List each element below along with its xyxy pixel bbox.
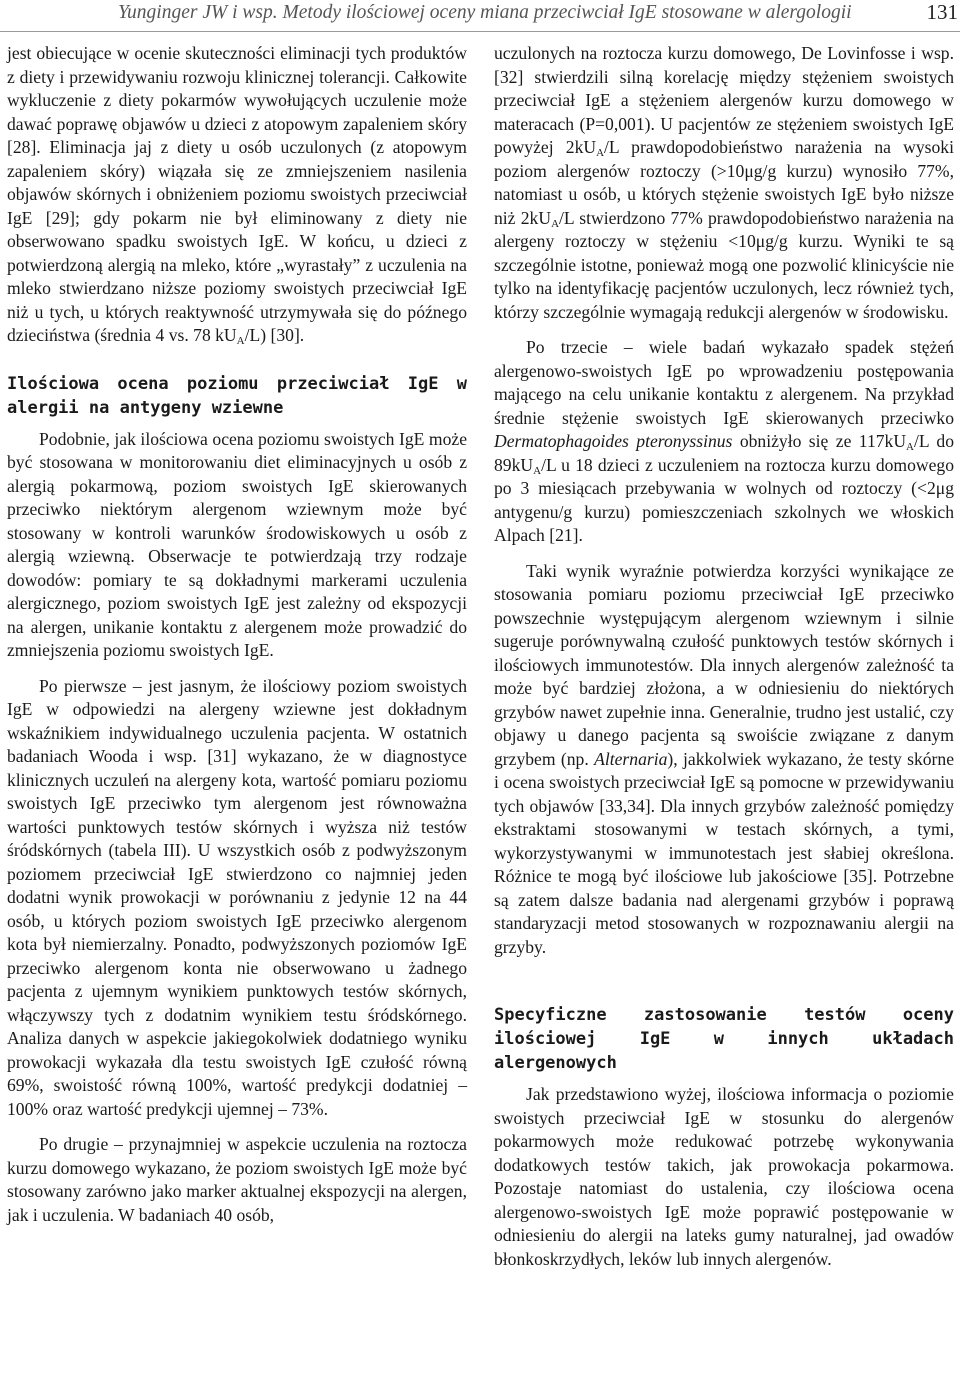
paragraph: [494, 560, 954, 960]
subscript: A: [236, 335, 245, 347]
paragraph: Jak przedstawiono wyżej, ilościowa informacja o poziomie swoistych przeciwciał IgE w stosunku do alergenów pokarmowych może redukować potrzebę wykonywania dodatkowych testów takich, jak prowokacja pokarmowa. Pozostaje natomiast do ustalenia, czy ilościowa ocena alergenowo-swoistych IgE może poprawić postępowanie w odniesieniu do alergii na lateks gumy naturalnej, jad owadów błonkoskrzydłych, leków lub innych alergenów.: [494, 1084, 954, 1269]
paragraph: Po drugie – przynajmniej w aspekcie uczulenia na roztocza kurzu domowego wykazano, że poziom swoistych IgE może być stosowany zarówno jako marker aktualnej ekspozycji na alergen, jak i uczulenia. W badaniach 40 osób,: [7, 1134, 467, 1225]
paragraph-text: ), jakkolwiek wykazano, że testy skórne i ocena swoistych przeciwciał IgE są pomocne w przewidywaniu tych objawów [33,34]. Dla innych grzybów zależność pomiędzy ekstraktami stosowanymi w testach skórnych, a tymi, wykorzystywanymi w immunotestach jest słabiej określona. Różnice te mogą być ilościowe lub jakościowe [35]. Potrzebne są zatem dalsze badania nad alergenami grzybów i poprawą standaryzacji metod stosowanych w rozpoznawaniu alergii na grzyby.: [494, 748, 955, 957]
paragraph: [7, 42, 467, 348]
paragraph: [494, 336, 954, 548]
subscript: A: [533, 464, 542, 477]
left-column: [7, 42, 467, 1239]
paragraph: Po pierwsze – jest jasnym, że ilościowy poziom swoistych IgE w odpowiedzi na alergeny wziewne jest dokładnym wskaźnikiem indywidualnego uczulenia pacjenta. W ostatnich badaniach Wooda i wsp. [31] wykazano, że w diagnostyce klinicznych uczuleń na alergeny kota, wartość pomiaru poziomu swoistych IgE przeciwko tym alergenom jest równoważna wartości punktowych testów skórnych i wyższa niż testów śródskórnych (tabela III). U wszystkich osób z podwyższonym poziomem przeciwciał IgE stwierdzono co najmniej jeden dodatni wynik prowokacji w porównaniu z jedynie 12 na 44 osób, u których poziom swoistych IgE przeciwko alergenom kota był niemierzalny. Ponadto, podwyższonych poziomów IgE przeciwko alergenom konta nie obserwowano u żadnego pacjenta z ujemnym wynikiem punktowych testów skórnych, włączywszy tych z dodatnim wynikiem testu śródskórnego. Analiza danych w aspekcie jakiegokolwiek dodatniego wyniku prowokacji wykazała dla testu swoistych IgE czułość równą 69%, swoistość równą 100%, wartość predykcji dodatniej – 100% oraz wartość predykcji ujemnej – 73%.: [7, 675, 467, 1119]
paragraph-text: /L stwierdzono 77% prawdopodobieństwo narażenia na alergeny roztoczy w stężeniu <10μg/g kurzu. Wyniki te są szczególnie istotne, ponieważ mogą one pozwolić klinicyście nie tylko na identyfikację pacjentów uczulonych, lecz również tych, którzy szczególnie wymagają redukcji alergenów w środowisku.: [494, 207, 954, 322]
paragraph-text: /L prawdopodobieństwo narażenia na wysoki poziom alergenów roztoczy (>10μg/g kurzu) wynosiło 77%, natomiast u osób, u których stężenie swoistych IgE było niższe niż 2kU: [494, 137, 954, 228]
subscript: A: [551, 217, 560, 230]
paragraph-text: uczulonych na roztocza kurzu domowego, De Lovinfosse i wsp. [32] stwierdzili silną korelację między stężeniem swoistych przeciwciał IgE a stężeniem alergenów kurzu domowego w materacach (P=0,001). U pacjentów ze stężeniem swoistych IgE powyżej 2kU: [494, 43, 954, 157]
paragraph-text: obniżyło się ze 117kU: [732, 431, 907, 451]
right-column: [494, 42, 954, 1283]
paragraph-text: Po trzecie – wiele badań wykazało spadek stężeń alergenowo-swoistych IgE po wprowadzeniu postępowania mającego na celu unikanie kontaktu z alergenem. Na przykład średnie stężenie swoistych IgE skierowanych przeciwko: [494, 337, 954, 428]
paragraph-text: jest obiecujące w ocenie skuteczności eliminacji tych produktów z diety i przewidywaniu rozwoju klinicznej tolerancji. Całkowite wykluczenie z diety pokarmów wywołujących uczulenie może dawać poprawę objawów u dzieci z atopowym zapaleniem skóry [28]. Eliminacja jaj z diety u osób uczulonych (z atopowym zapaleniem skóry) wiązała się ze zmniejszeniem nasilenia objawów skórnych i obniżeniem poziomu swoistych przeciwciał IgE [29]; gdy pokarm nie był eliminowany z diety nie obserwowano spadku swoistych IgE. W końcu, u dzieci z potwierdzoną alergią na mleko, które „wyrastały” z uczulenia na mleko stwierdzano niższe poziomy swoistych przeciwciał IgE niż u tych, u których reaktywność utrzymywała się do późnego dzieciństwa (średnia 4 vs. 78 kU: [7, 43, 467, 345]
header-divider: [0, 31, 960, 32]
subscript: A: [596, 147, 605, 159]
paragraph-text: /L u 18 dzieci z uczuleniem na roztocza kurzu domowego po 3 miesiącach przebywania w wolnych od roztoczy (<2μg antygenu/g kurzu) pomieszczeniach szkolnych we włoskich Alpach [21].: [494, 454, 954, 545]
page-number: 131: [926, 0, 958, 24]
paragraph-text: /L do 89kU: [494, 431, 954, 475]
running-header: [0, 0, 960, 34]
section-heading: Specyficzne zastosowanie testów oceny ilościowej IgE w innych układach alergenowych: [494, 1005, 954, 1073]
species-name: Dermatophagoides pteronyssinus: [494, 431, 733, 451]
paragraph: [494, 42, 954, 324]
subscript: A: [906, 441, 914, 453]
paragraph: Podobnie, jak ilościowa ocena poziomu swoistych IgE może być stosowana w monitorowaniu diet eliminacyjnych u osób z alergią pokarmową, poziom swoistych IgE skierowanych przeciwko niektórym alergenom wziewnym może być stosowany w kontroli warunków środowiskowych u osób z alergią wziewną. Obserwacje te potwierdzają trzy rodzaje dowodów: pomiary te są dokładnymi markerami uczulenia alergicznego, poziom swoistych IgE jest zależny od ekspozycji na alergen, unikanie kontaktu z alergenem może prowadzić do zmniejszenia poziomu swoistych IgE.: [7, 428, 467, 660]
paragraph-text: Taki wynik wyraźnie potwierdza korzyści wynikające ze stosowania pomiaru poziomu przeciwciał IgE przeciwko powszechnie występującym alergenom wziewnym i silnie sugeruje porównywalną czułość punktowych testów skórnych i ilościowych immunotestów. Dla innych alergenów zależność ta może być bardziej złożona, a w odniesieniu do niektórych grzybów nawet zupełnie inna. Generalnie, trudno jest ustalić, czy objawy u danego pacjenta są swoiście związane z danym grzybem (np.: [494, 560, 954, 769]
genus-name: Alternaria: [594, 748, 668, 769]
paragraph-text: /L) [30].: [244, 325, 305, 345]
running-title: Yunginger JW i wsp. Metody ilościowej oceny miana przeciwciał IgE stosowane w alergologii: [118, 2, 852, 23]
section-heading: Ilościowa ocena poziomu przeciwciał IgE w alergii na antygeny wziewne: [7, 373, 467, 418]
